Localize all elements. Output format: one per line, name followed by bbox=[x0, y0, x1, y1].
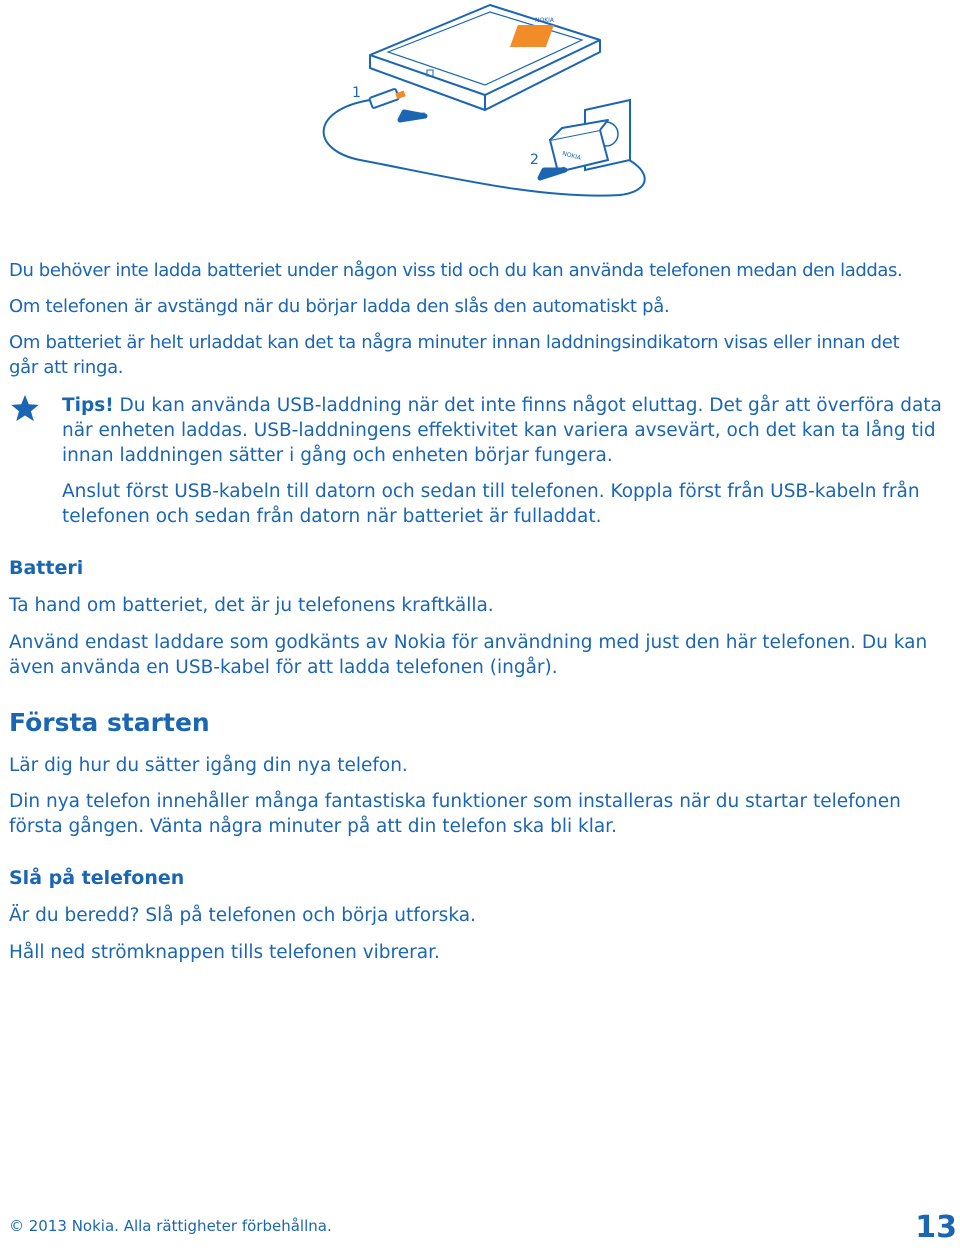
first-start-heading: Första starten bbox=[9, 708, 210, 737]
tip-line: Tips! Du kan använda USB-laddning när det inte finns något eluttag. Det går att överföra data bbox=[62, 395, 942, 416]
tip-line: telefonen och sedan från datorn när batteriet är fulladdat. bbox=[62, 506, 602, 527]
svg-text:2: 2 bbox=[530, 152, 539, 168]
copyright-footer: © 2013 Nokia. Alla rättigheter förbehållna. bbox=[9, 1217, 332, 1235]
first-start-paragraph: Din nya telefon innehåller många fantastiska funktioner som installeras när du startar telefonen bbox=[9, 791, 901, 812]
power-on-paragraph: Är du beredd? Slå på telefonen och börja utforska. bbox=[9, 905, 476, 926]
battery-paragraph: Använd endast laddare som godkänts av Nokia för användning med just den här telefonen. Du kan bbox=[9, 632, 928, 653]
svg-text:NOKIA: NOKIA bbox=[561, 150, 582, 162]
svg-text:NOKIA: NOKIA bbox=[535, 17, 555, 24]
intro-paragraph: Om batteriet är helt urladdat kan det ta några minuter innan laddningsindikatorn visas eller innan det bbox=[9, 332, 900, 353]
arrow-left-icon bbox=[400, 112, 425, 120]
svg-text:1: 1 bbox=[352, 85, 361, 101]
first-start-paragraph: första gången. Vänta några minuter på att din telefon ska bli klar. bbox=[9, 816, 617, 837]
star-icon bbox=[10, 393, 40, 423]
usb-plug-icon bbox=[369, 89, 406, 109]
power-on-paragraph: Håll ned strömknappen tills telefonen vibrerar. bbox=[9, 942, 440, 963]
power-on-heading: Slå på telefonen bbox=[9, 867, 185, 889]
tip-line: innan laddningen sätter i gång och enheten börjar fungera. bbox=[62, 445, 613, 466]
arrow-left-icon bbox=[540, 169, 565, 178]
charging-illustration bbox=[300, 0, 660, 230]
battery-paragraph: även använda en USB-kabel för att ladda telefonen (ingår). bbox=[9, 657, 558, 678]
page-number: 13 bbox=[915, 1210, 957, 1245]
battery-paragraph: Ta hand om batteriet, det är ju telefonens kraftkälla. bbox=[9, 595, 494, 616]
tip-line: när enheten laddas. USB-laddningens effektivitet kan variera avsevärt, och det kan ta lång tid bbox=[62, 420, 936, 441]
intro-paragraph: Du behöver inte ladda batteriet under någon viss tid och du kan använda telefonen medan den laddas. bbox=[9, 260, 903, 281]
intro-paragraph: går att ringa. bbox=[9, 357, 124, 378]
first-start-paragraph: Lär dig hur du sätter igång din nya telefon. bbox=[9, 755, 408, 776]
battery-heading: Batteri bbox=[9, 557, 84, 579]
tip-block bbox=[62, 393, 952, 529]
intro-paragraph: Om telefonen är avstängd när du börjar ladda den slås den automatiskt på. bbox=[9, 296, 670, 317]
tip-label: Tips! bbox=[62, 395, 114, 416]
tip-line: Anslut först USB-kabeln till datorn och sedan till telefonen. Koppla först från USB-kabeln från bbox=[62, 481, 920, 502]
